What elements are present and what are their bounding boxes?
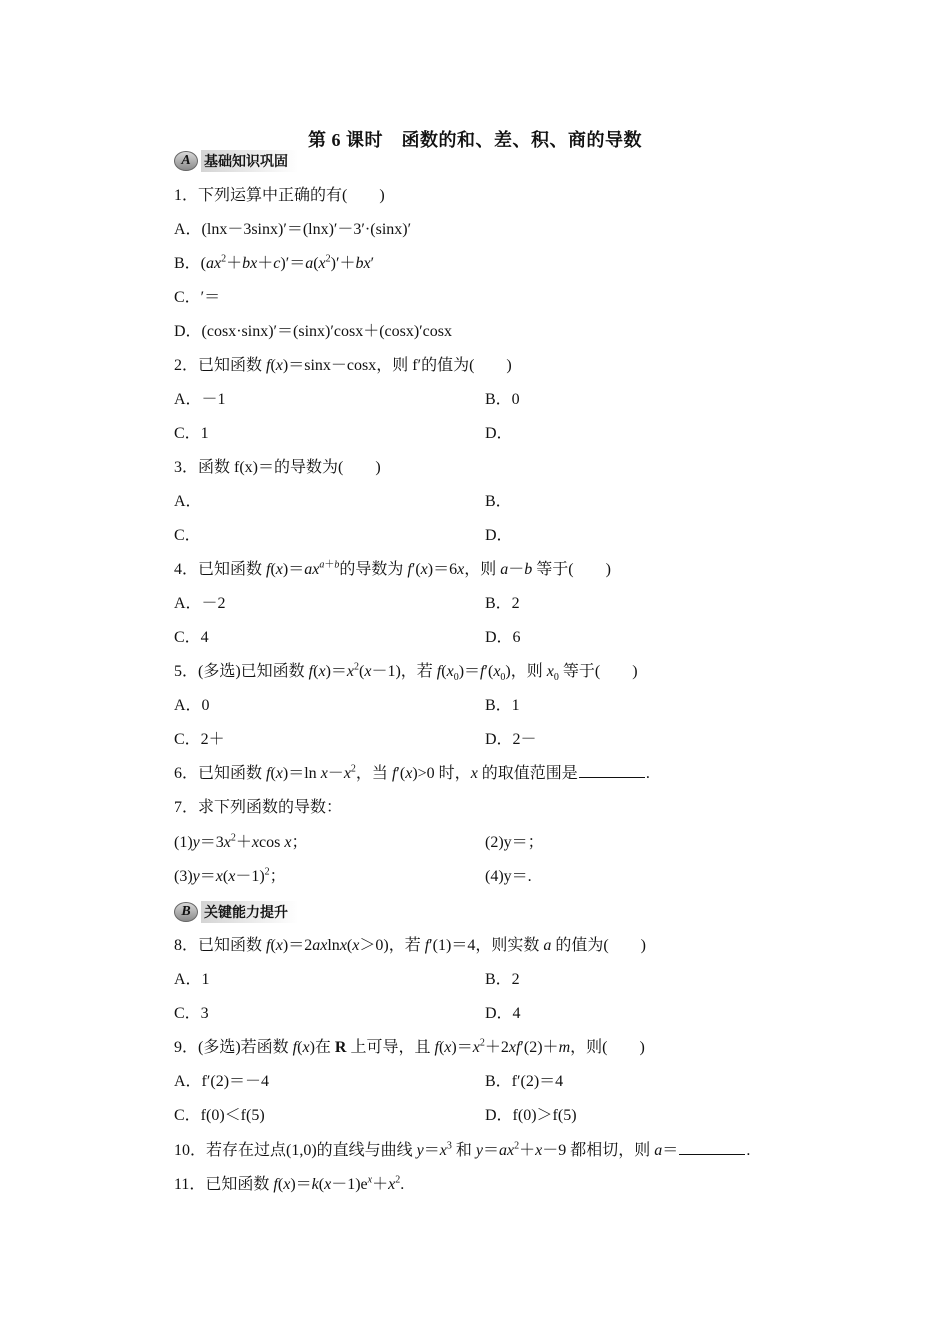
q5-option-d: D．2－ bbox=[485, 731, 537, 748]
q10-answer-blank bbox=[679, 1140, 745, 1155]
q9-option-c: C．f(0)＜f(5) bbox=[174, 1107, 265, 1124]
q8-option-a: A．1 bbox=[174, 971, 210, 988]
q8-option-b: B．2 bbox=[485, 971, 520, 988]
q1-option-c: C．′＝ bbox=[174, 289, 221, 306]
q2-stem: 2．已知函数 f(x)＝sinx－cosx，则 f′的值为( ) bbox=[174, 357, 512, 374]
q7-part-2: (2)y＝； bbox=[485, 834, 544, 851]
q5-option-b: B．1 bbox=[485, 697, 520, 714]
q7-part-1: $(1)y=3x^2+xcos$ x； bbox=[174, 832, 308, 851]
q5-option-c: C．2＋ bbox=[174, 731, 225, 748]
q3-option-c: C． bbox=[174, 527, 201, 544]
q2-option-b: B．0 bbox=[485, 391, 520, 408]
section-basic-knowledge bbox=[174, 150, 298, 172]
q3-option-b: B． bbox=[485, 493, 512, 510]
q1-stem: 1．下列运算中正确的有( ) bbox=[174, 187, 385, 204]
q2-option-a: A．－1 bbox=[174, 391, 226, 408]
section-key-ability bbox=[174, 901, 298, 923]
q1-option-b: B．$(ax^2+bx+c)'=a(x^2)'+bx'$ bbox=[174, 253, 375, 272]
q1-option-a: A．(lnx－3sinx)′＝(lnx)′－3′·(sinx)′ bbox=[174, 221, 412, 238]
q4-option-c: C．4 bbox=[174, 629, 209, 646]
q8-option-c: C．3 bbox=[174, 1005, 209, 1022]
q8-option-d: D．4 bbox=[485, 1005, 521, 1022]
q9-option-d: D．f(0)＞f(5) bbox=[485, 1107, 577, 1124]
q4-stem: 4．已知函数 $f(x)=ax^{a+b}$的导数为 f′(x)＝6x，则 a－b 等于( ) bbox=[174, 559, 611, 578]
q9-option-a: A．f′(2)＝－4 bbox=[174, 1073, 270, 1090]
q7-stem: 7．求下列函数的导数： bbox=[174, 799, 343, 816]
q2-option-c: C．1 bbox=[174, 425, 209, 442]
q4-option-b: B．2 bbox=[485, 595, 520, 612]
q5-stem: 5．(多选)已知函数 $f(x)=x^2(x-1)$，若 $f(x_0)=f'(x_0)$，则 $x_0$ 等于( ) bbox=[174, 661, 638, 684]
q4-option-a: A．－2 bbox=[174, 595, 226, 612]
section-a-badge: A bbox=[174, 151, 198, 171]
q4-option-d: D．6 bbox=[485, 629, 521, 646]
q6-stem: 6．已知函数 f(x)＝ln $x-x^2$，当 f′(x)>0 时，x 的取值范围是 . bbox=[174, 763, 650, 782]
q3-option-a: A． bbox=[174, 493, 202, 510]
section-a-label: 基础知识巩固 bbox=[201, 150, 298, 172]
q1-option-d: D．(cosx·sinx)′＝(sinx)′cosx＋(cosx)′cosx bbox=[174, 323, 453, 340]
q3-stem: 3．函数 f(x)＝的导数为( ) bbox=[174, 459, 381, 476]
q5-option-a: A．0 bbox=[174, 697, 210, 714]
q2-option-d: D． bbox=[485, 425, 513, 442]
section-b-label: 关键能力提升 bbox=[201, 901, 298, 923]
q11-stem: 11．已知函数 $f(x)=k(x-1)e^x+x^2$. bbox=[174, 1174, 405, 1193]
q7-part-3: $(3)y=x(x-1)^2$； bbox=[174, 866, 286, 885]
page-title: 第 6 课时 函数的和、差、积、商的导数 bbox=[308, 130, 642, 150]
q10-stem: 10．若存在过点(1,0)的直线与曲线 $y=x^3$ 和 $y=ax^2+x-9$ 都相切，则 a＝ . bbox=[174, 1140, 751, 1159]
q3-option-d: D． bbox=[485, 527, 513, 544]
q7-part-4: (4)y＝. bbox=[485, 868, 532, 885]
q9-stem: 9．(多选)若函数 f(x)在 R 上可导，且 $f(x)=x^2+2xf'(2)+m$，则( ) bbox=[174, 1037, 645, 1056]
q8-stem: 8．已知函数 f(x)＝2axlnx(x＞0)，若 f′(1)＝4，则实数 a 的值为( ) bbox=[174, 937, 646, 954]
section-b-badge: B bbox=[174, 902, 198, 922]
q6-answer-blank bbox=[579, 763, 645, 778]
q9-option-b: B．f′(2)＝4 bbox=[485, 1073, 564, 1090]
